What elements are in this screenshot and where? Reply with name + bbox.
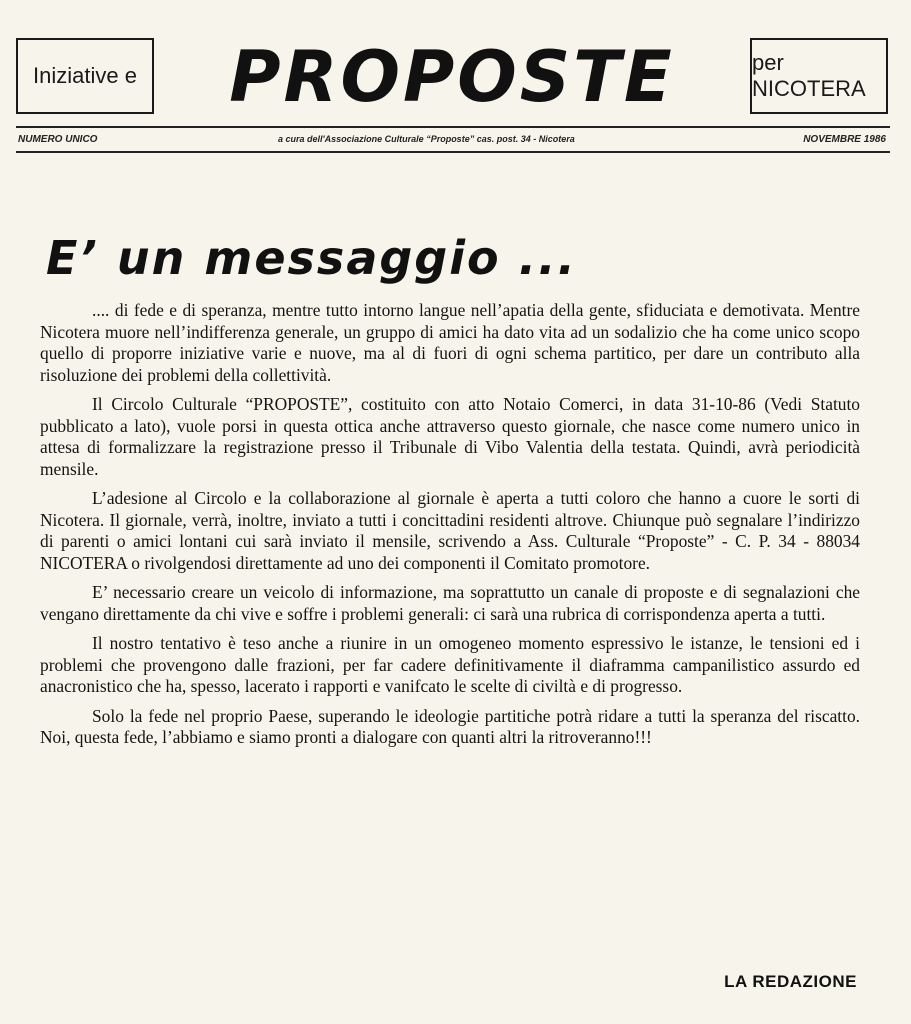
article-paragraph: L’adesione al Circolo e la collaborazione al giornale è aperta a tutti coloro che hanno a cuore le sorti di Nicotera. Il giornale, verrà, inoltre, inviato a tutti i concittadini residenti altrove. Chiunque può segnalare l’indirizzo di parenti o amici lontani cui sarà inviato il mensile, scrivendo a Ass. Culturale “Proposte” - C. P. 34 - 88034 NICOTERA o rivolgendosi direttamente ad uno dei componenti il Comitato promotore. — [40, 488, 860, 573]
article-signature: LA REDAZIONE — [724, 972, 857, 991]
issue-info-bar — [16, 132, 890, 148]
publisher-info: a cura dell'Associazione Culturale “Proposte” cas. post. 34 - Nicotera — [278, 134, 575, 144]
article-paragraph: E’ necessario creare un veicolo di informazione, ma soprattutto un canale di proposte e di segnalazioni che vengano direttamente da chi vive e soffre i problemi generali: ci sarà una rubrica di corrispondenza aperta a tutti. — [40, 582, 860, 624]
article-body — [40, 300, 860, 757]
masthead-left-box: Iniziative e — [16, 38, 154, 114]
bottom-rule — [16, 151, 890, 153]
article-headline: E’ un messaggio ... — [46, 230, 578, 285]
newspaper-title: PROPOSTE — [229, 36, 675, 118]
masthead-right-box: per NICOTERA — [750, 38, 888, 114]
article-paragraph: Il nostro tentativo è teso anche a riunire in un omogeneo momento espressivo le istanze, le tensioni ed i problemi che provengono dalle frazioni, per far cadere definitivamente il diaframma campanilistico assurdo ed anacronistico che ha, spesso, lacerato i rapporti e vanifcato le scelte di civiltà e di progresso. — [40, 633, 860, 696]
article-paragraph: Solo la fede nel proprio Paese, superando le ideologie partitiche potrà ridare a tutti la speranza del riscatto. Noi, questa fede, l’abbiamo e siamo pronti a dialogare con quanti altri la ritroveranno!!! — [40, 705, 860, 747]
issue-type: NUMERO UNICO — [18, 134, 98, 145]
article-paragraph: Il Circolo Culturale “PROPOSTE”, costituito con atto Notaio Comerci, in data 31-10-86 (Vedi Statuto pubblicato a lato), vuole porsi in questa ottica anche attraverso questo giornale, che nasce come numero unico in attesa di formalizzare la registrazione presso il Tribunale di Vibo Valentia della testata. Quindi, avrà periodicità mensile. — [40, 394, 860, 479]
article-paragraph: .... di fede e di speranza, mentre tutto intorno langue nell’apatia della gente, sfiduciata e demotivata. Mentre Nicotera muore nell’indifferenza generale, un gruppo di amici ha dato vita ad un sodalizio che ha come unico scopo quello di proporre iniziative varie e nuove, ma al di fuori di ogni schema partitico, per dare un contributo alla risoluzione dei problemi della collettività. — [40, 300, 860, 385]
masthead — [16, 36, 888, 126]
top-rule — [16, 126, 890, 128]
issue-date: NOVEMBRE 1986 — [803, 134, 886, 145]
